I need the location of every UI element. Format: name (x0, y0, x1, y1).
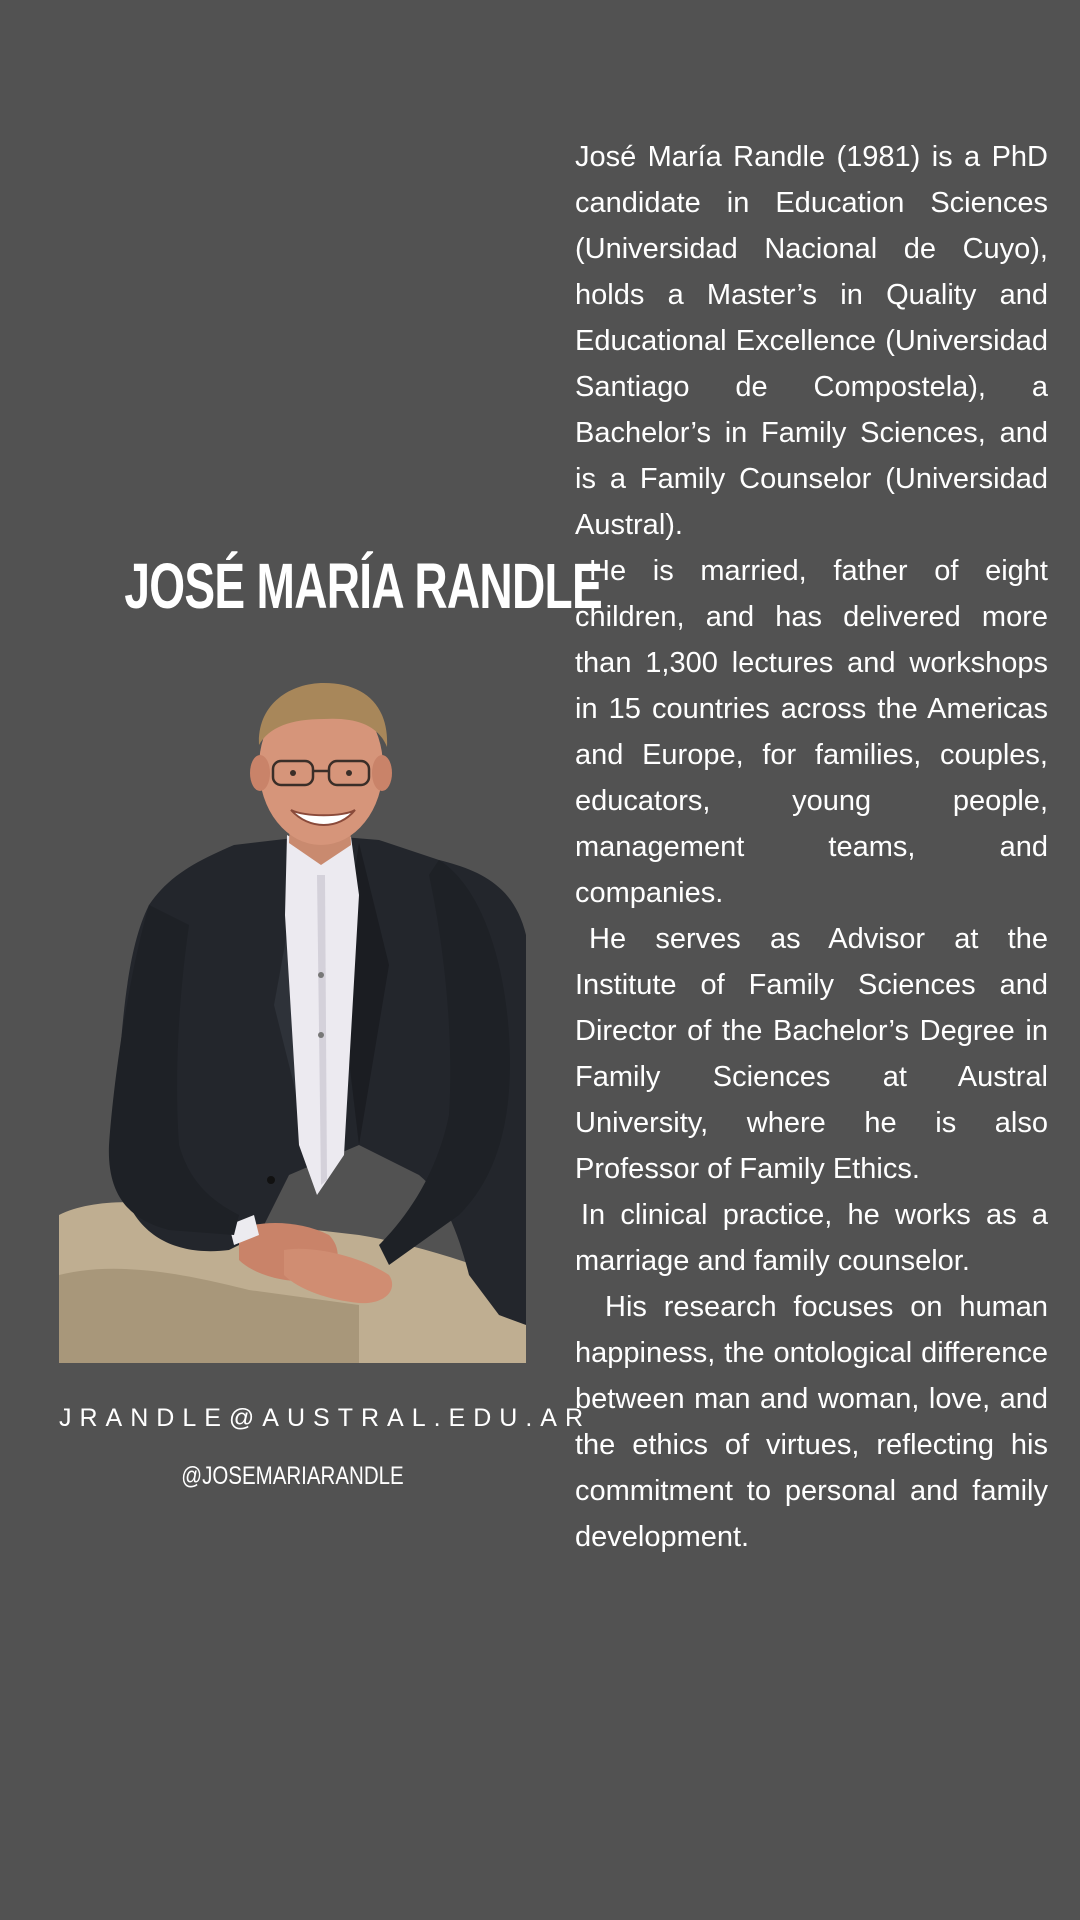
bio-paragraph: He serves as Advisor at the Institute of Family Sciences and Director of the Bachelor’s Degree in Family Sciences at Austral University, where he is also Professor of Family Ethics. (575, 923, 1048, 1185)
biography-text (575, 134, 1048, 1560)
person-name: JOSÉ MARÍA RANDLE (124, 550, 602, 622)
social-handle[interactable]: @JOSEMARIARANDLE (181, 1462, 404, 1490)
email-address[interactable]: JRANDLE@AUSTRAL.EDU.AR (59, 1404, 592, 1432)
portrait-photo (59, 675, 526, 1363)
bio-paragraph: His research focuses on human happiness, the ontological difference between man and woman, love, and the ethics of virtues, reflecting his commitment to personal and family development. (575, 1291, 1048, 1553)
bio-paragraph: In clinical practice, he works as a marriage and family counselor. (575, 1199, 1048, 1277)
bio-paragraph: José María Randle (1981) is a PhD candidate in Education Sciences (Universidad Nacional de Cuyo), holds a Master’s in Quality and Educational Excellence (Universidad Santiago de Compostela), a Bachelor’s in Family Sciences, and is a Family Counselor (Universidad Austral). (575, 141, 1048, 541)
profile-column (59, 0, 602, 1920)
bio-paragraph: He is married, father of eight children, and has delivered more than 1,300 lectures and workshops in 15 countries across the Americas and Europe, for families, couples, educators, young people, management teams, and companies. (575, 555, 1048, 909)
